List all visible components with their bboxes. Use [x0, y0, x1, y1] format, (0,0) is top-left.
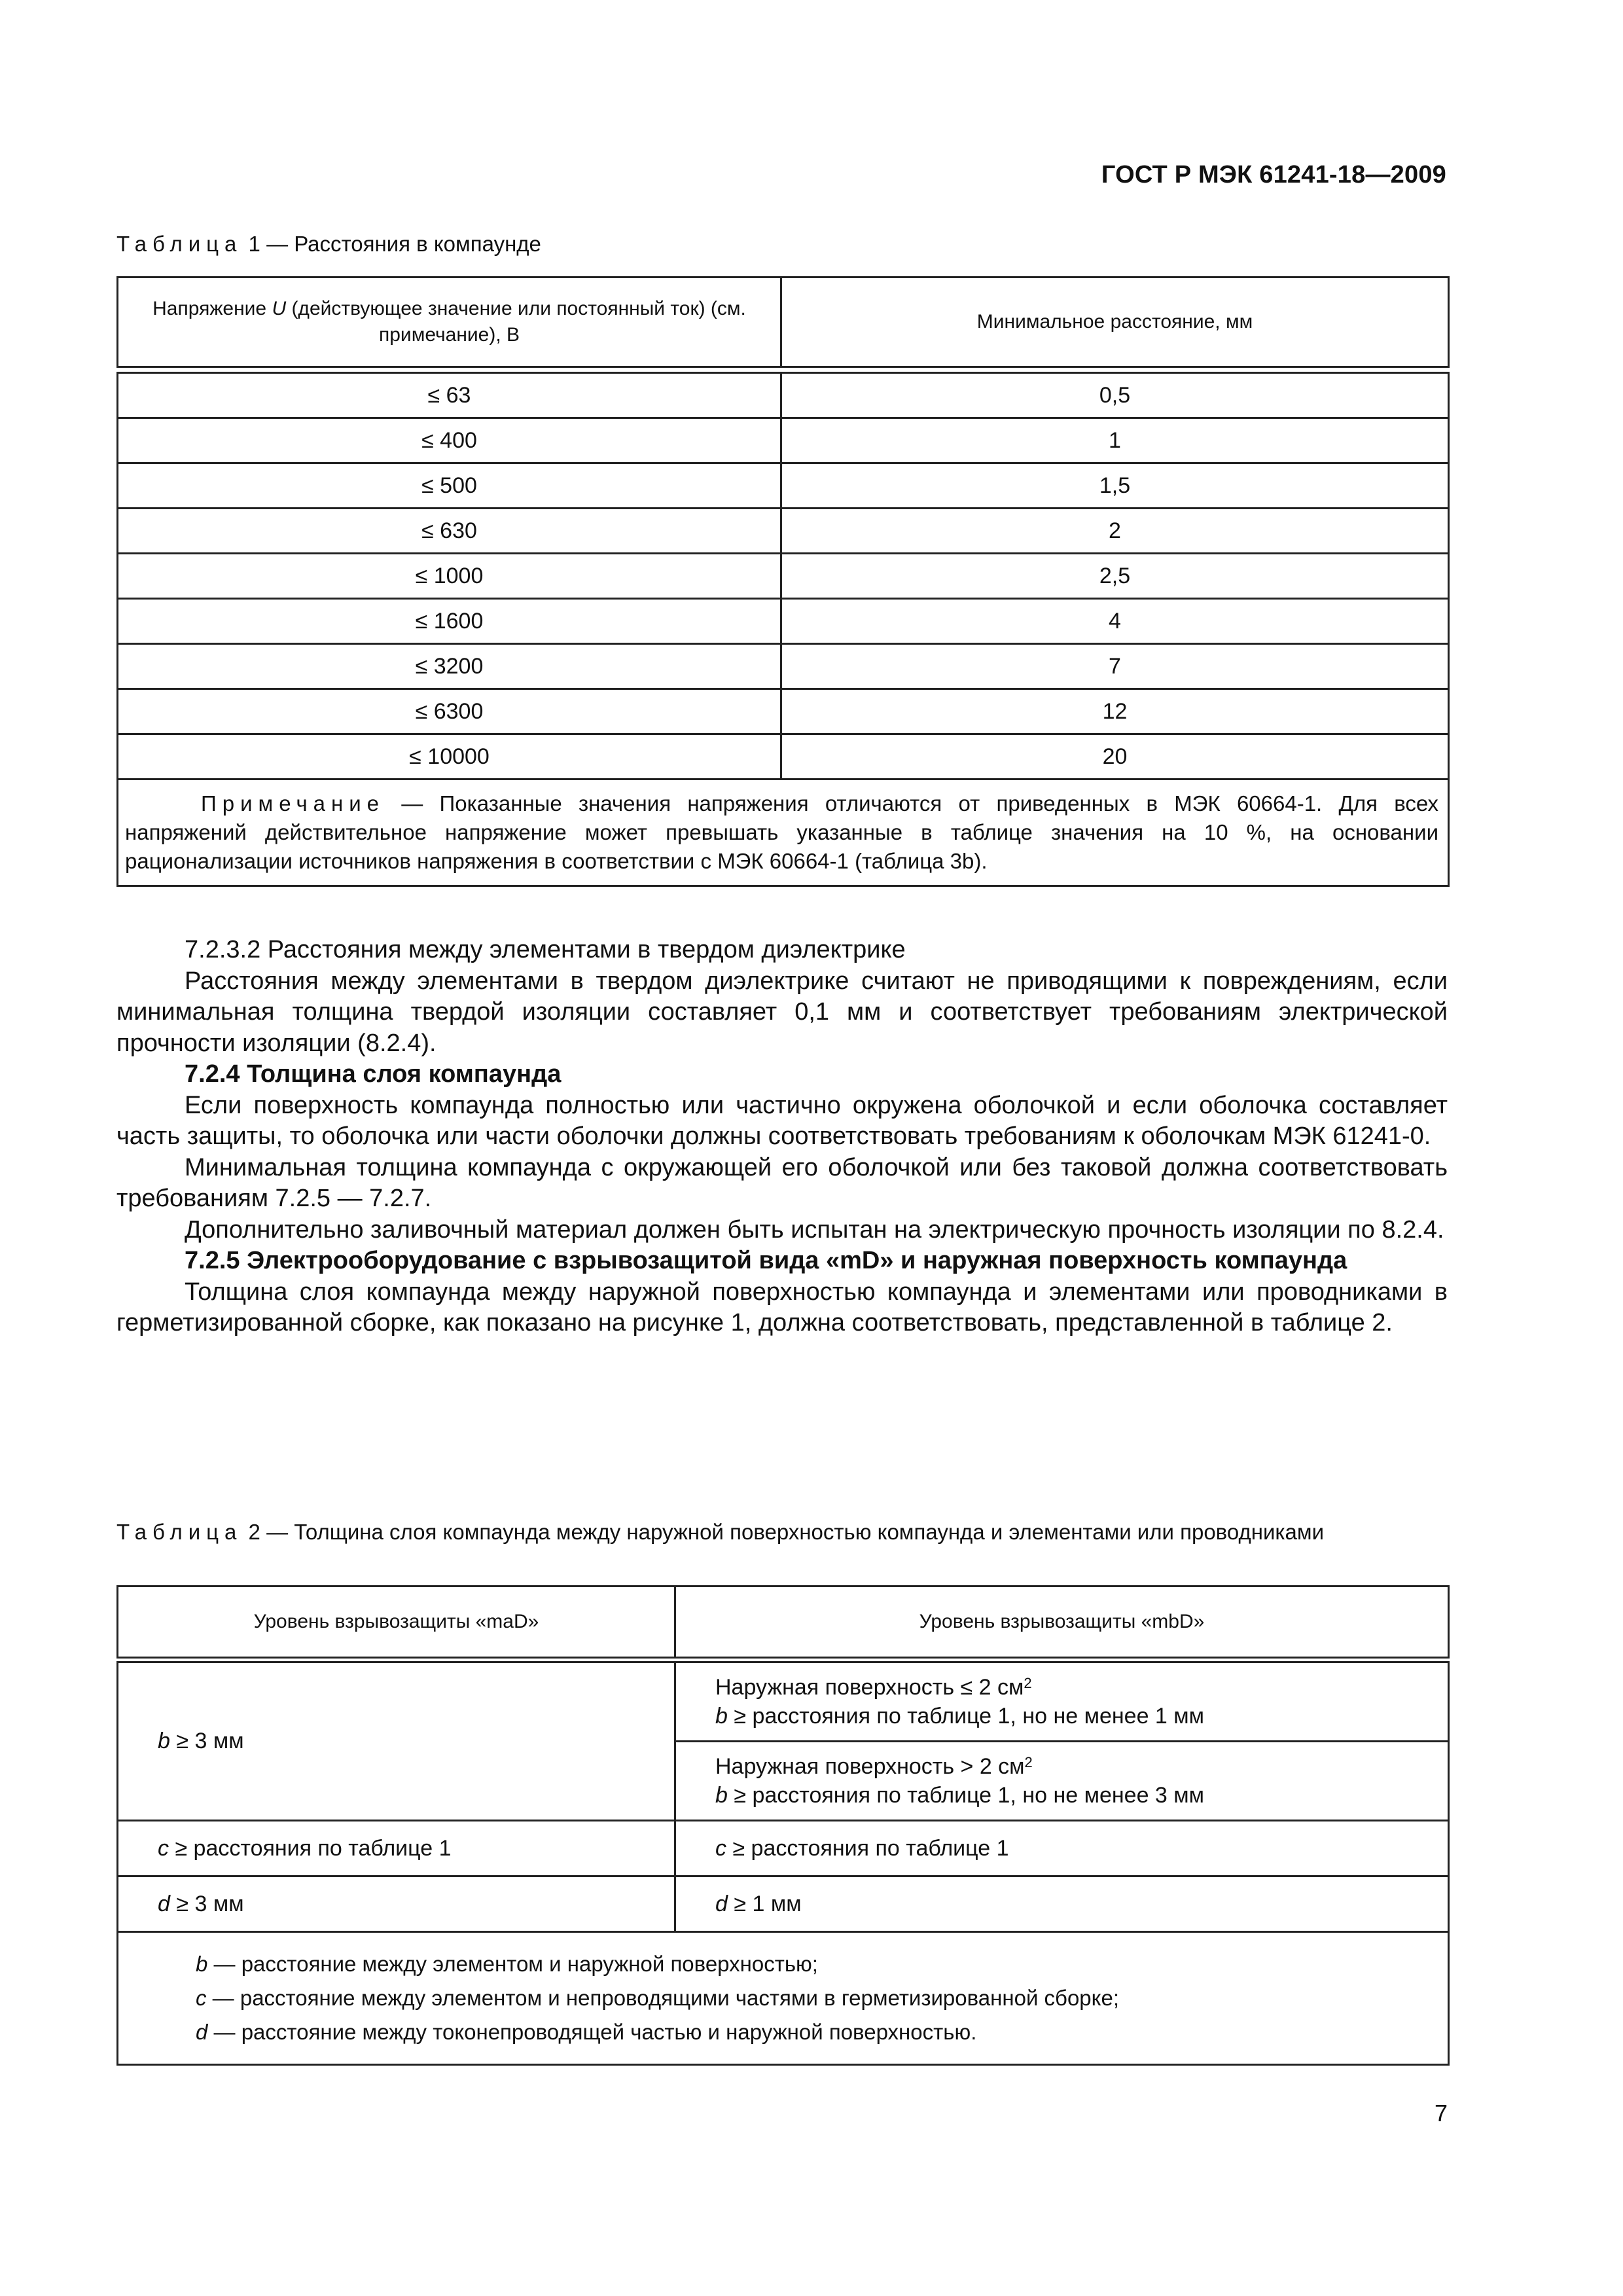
distance-cell: 1,5 — [781, 463, 1449, 509]
b-mad-cell: b ≥ 3 мм — [118, 1662, 675, 1821]
d-mad-cell: d ≥ 3 мм — [118, 1876, 675, 1932]
paragraph: Толщина слоя компаунда между наружной поверхностью компаунда и элементами или проводниками в герметизированной сборке, как показано на рисунке 1, должна соответствовать, представленной в таблице 2. — [116, 1278, 1448, 1336]
voltage-cell: ≤ 6300 — [118, 689, 781, 734]
distance-cell: 2,5 — [781, 554, 1449, 599]
paragraph: 7.2.3.2 Расстояния между элементами в твердом диэлектрике — [185, 936, 906, 963]
table2-col2-header: Уровень взрывозащиты «mbD» — [675, 1587, 1449, 1658]
table-row — [118, 1821, 1449, 1876]
paragraph: Минимальная толщина компаунда с окружающей его оболочкой или без таковой должна соответствовать требованиям 7.2.5 — 7.2.7. — [116, 1153, 1448, 1212]
distance-cell: 7 — [781, 644, 1449, 689]
section-heading: 7.2.5 Электрооборудование с взрывозащитой вида «mD» и наружная поверхность компаунда — [185, 1247, 1347, 1274]
legend-b: b — расстояние между элементом и наружной поверхностью; — [196, 1952, 818, 1976]
c-mad-cell: c ≥ расстояния по таблице 1 — [118, 1821, 675, 1876]
table2-caption-label: Таблица — [116, 1520, 243, 1544]
distance-cell: 4 — [781, 599, 1449, 644]
voltage-cell: ≤ 500 — [118, 463, 781, 509]
paragraph: Если поверхность компаунда полностью или частично окружена оболочкой и если оболочка составляет часть защиты, то оболочка или части оболочки должны соответствовать требованиям к оболочкам МЭК 61241-0. — [116, 1091, 1448, 1150]
var-b: b — [158, 1729, 170, 1753]
table1-header-row — [118, 278, 1449, 367]
table1-note-text: — Показанные значения напряжения отличаются от приведенных в МЭК 60664-1. Для всех напряжений действительное напряжение может превышать указанные в таблице значения на 10 %, на основании рационализации источников напряжения в соответствии с МЭК 60664-1 (таблица 3b). — [125, 791, 1438, 873]
section-heading: 7.2.4 Толщина слоя компаунда — [185, 1060, 562, 1088]
voltage-cell: ≤ 400 — [118, 418, 781, 463]
table-row — [118, 599, 1449, 644]
paragraph: Расстояния между элементами в твердом диэлектрике считают не приводящими к повреждениям, если минимальная толщина твердой изоляции составляет 0,1 мм и соответствует требованиям электрической прочности изоляции (8.2.4). — [116, 967, 1448, 1057]
table2-legend-row — [118, 1932, 1449, 2065]
distance-cell: 12 — [781, 689, 1449, 734]
voltage-cell: ≤ 1000 — [118, 554, 781, 599]
b-mbd-small-cell: Наружная поверхность ≤ 2 $см^2$ b ≥ расстояния по таблице 1, но не менее 1 мм — [675, 1662, 1449, 1742]
table-row — [118, 644, 1449, 689]
table1-note — [118, 780, 1449, 886]
voltage-cell: ≤ 3200 — [118, 644, 781, 689]
distance-cell: 1 — [781, 418, 1449, 463]
table1-col1-header: Напряжение U (действующее значение или постоянный ток) (см. примечание), В — [118, 278, 781, 367]
table2-header-separator — [118, 1658, 1449, 1662]
table2-legend — [118, 1932, 1449, 2065]
table2-caption-text: 2 — Толщина слоя компаунда между наружной поверхностью компаунда и элементами или проводниками — [242, 1520, 1325, 1544]
distance-cell: 0,5 — [781, 373, 1449, 418]
table1-caption-text: 1 — Расстояния в компаунде — [242, 232, 541, 256]
voltage-symbol: U — [272, 298, 287, 319]
page-number: 7 — [1434, 2100, 1448, 2126]
legend-c: c — расстояние между элементом и непроводящими частями в герметизированной сборке; — [196, 1986, 1119, 2010]
distance-cell: 2 — [781, 509, 1449, 554]
table1-note-row — [118, 780, 1449, 886]
legend-d: d — расстояние между токонепроводящей частью и наружной поверхностью. — [196, 2020, 977, 2044]
table-row — [118, 463, 1449, 509]
document-header: ГОСТ Р МЭК 61241-18—2009 — [1101, 161, 1446, 188]
table-row — [118, 1876, 1449, 1932]
table-row — [118, 509, 1449, 554]
table-row — [118, 734, 1449, 780]
table2-col1-header: Уровень взрывозащиты «maD» — [118, 1587, 675, 1658]
table1-col2-header: Минимальное расстояние, мм — [781, 278, 1449, 367]
c-mbd-cell: c ≥ расстояния по таблице 1 — [675, 1821, 1449, 1876]
distance-cell: 20 — [781, 734, 1449, 780]
d-mbd-cell: d ≥ 1 мм — [675, 1876, 1449, 1932]
table1-note-label: Примечание — [201, 791, 385, 816]
paragraph: Дополнительно заливочный материал должен быть испытан на электрическую прочность изоляции по 8.2.4. — [185, 1215, 1444, 1244]
voltage-cell: ≤ 1600 — [118, 599, 781, 644]
table1-caption — [116, 230, 1448, 258]
table1-header-separator — [118, 367, 1449, 373]
table-row — [118, 1662, 1449, 1742]
body-text — [116, 935, 1448, 1339]
table1-caption-label: Таблица — [116, 232, 243, 256]
voltage-cell: ≤ 63 — [118, 373, 781, 418]
table-row — [118, 373, 1449, 418]
voltage-cell: ≤ 10000 — [118, 734, 781, 780]
voltage-cell: ≤ 630 — [118, 509, 781, 554]
table-row — [118, 554, 1449, 599]
table-row — [118, 689, 1449, 734]
b-mbd-large-cell: Наружная поверхность > 2 $см^2$ b ≥ расстояния по таблице 1, но не менее 3 мм — [675, 1742, 1449, 1821]
table1 — [116, 276, 1450, 887]
table-row — [118, 418, 1449, 463]
table2-header-row — [118, 1587, 1449, 1658]
table2 — [116, 1585, 1450, 2066]
table2-caption — [116, 1518, 1448, 1546]
